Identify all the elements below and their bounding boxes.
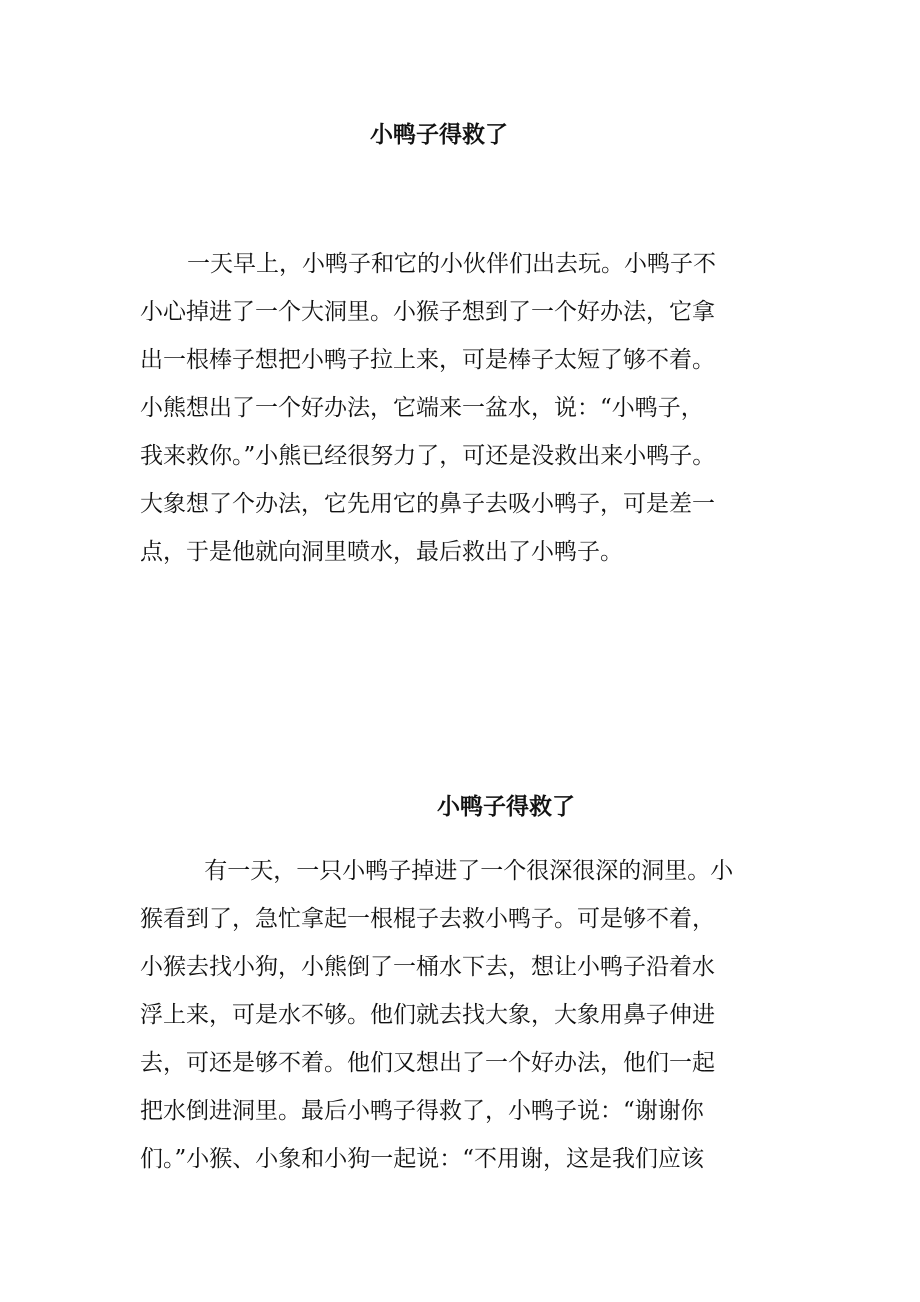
story-1-line: 小熊想出了一个好办法，它端来一盆水，说：“小鸭子，: [140, 395, 704, 421]
story-1-line: 大象想了个办法，它先用它的鼻子去吸小鸭子，可是差一: [140, 491, 715, 517]
story-2-line: 浮上来，可是水不够。他们就去找大象，大象用鼻子伸进: [140, 1002, 715, 1028]
story-2-line: 猴看到了，急忙拿起一根棍子去救小鸭子。可是够不着，: [140, 906, 715, 932]
story-1-line: 点，于是他就向洞里喷水，最后救出了小鸭子。: [140, 539, 623, 565]
story-2-line: 小猴去找小狗，小熊倒了一桶水下去，想让小鸭子沿着水: [140, 954, 715, 980]
story-2-title: 小鸭子得救了: [437, 794, 575, 820]
story-1-line: 一天早上，小鸭子和它的小伙伴们出去玩。小鸭子不: [164, 251, 716, 277]
story-1-line: 出一根棒子想把小鸭子拉上来，可是棒子太短了够不着。: [140, 347, 715, 373]
story-1-line: 小心掉进了一个大洞里。小猴子想到了一个好办法，它拿: [140, 299, 715, 325]
story-2-line: 把水倒进洞里。最后小鸭子得救了，小鸭子说：“谢谢你: [140, 1098, 704, 1124]
story-1-title: 小鸭子得救了: [370, 122, 508, 148]
story-2-line: 有一天，一只小鸭子掉进了一个很深很深的洞里。小: [174, 858, 734, 884]
story-1-line: 我来救你。”小熊已经很努力了，可还是没救出来小鸭子。: [140, 443, 716, 469]
story-2-line: 去，可还是够不着。他们又想出了一个好办法，他们一起: [140, 1050, 715, 1076]
story-2-line: 们。”小猴、小象和小狗一起说：“不用谢，这是我们应该: [140, 1146, 705, 1172]
